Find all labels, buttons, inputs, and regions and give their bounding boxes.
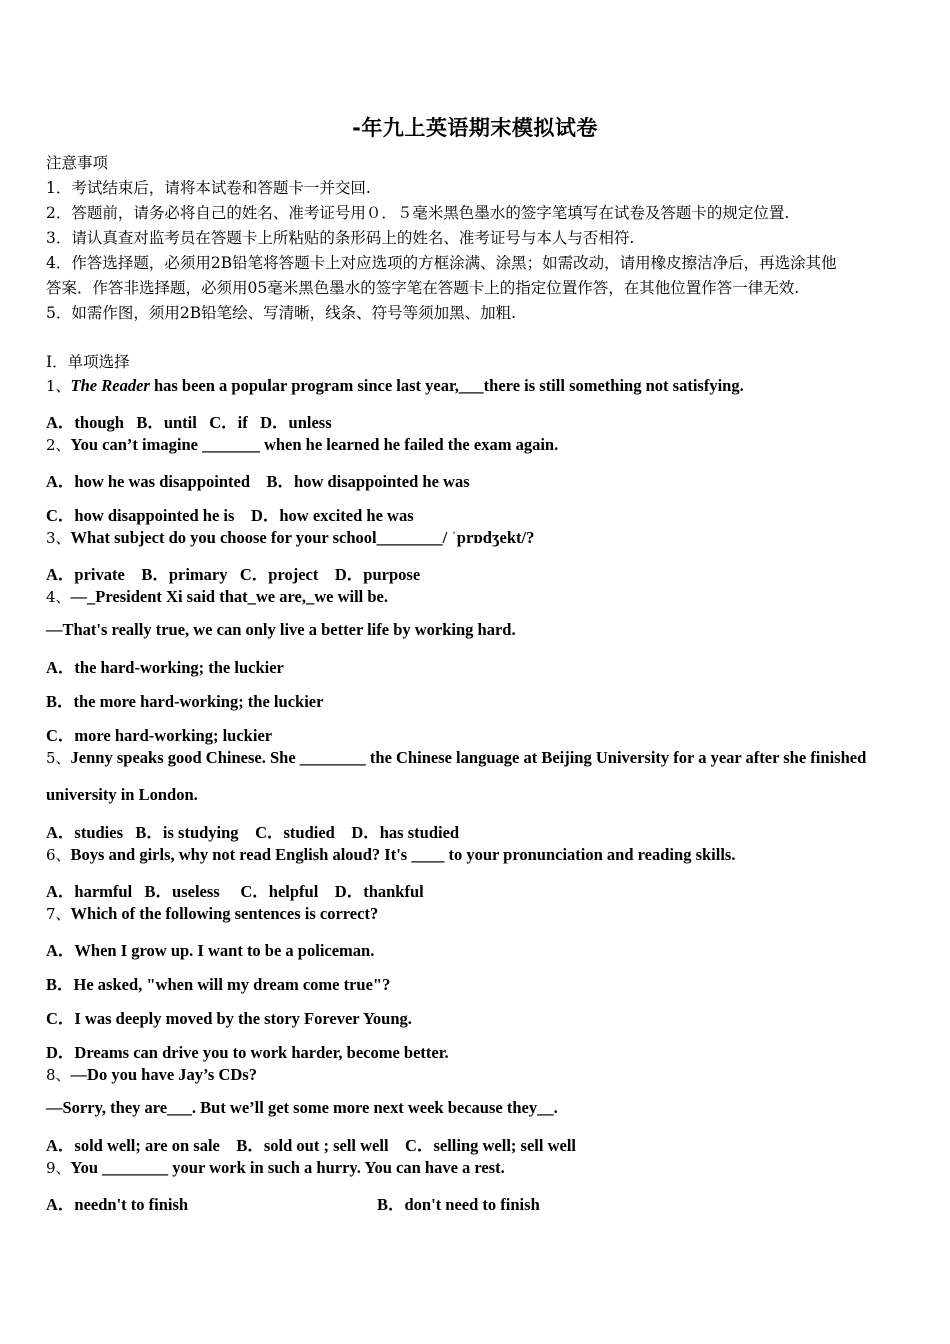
option[interactable]: B．primary <box>141 565 228 584</box>
notice-item: 答案．作答非选择题，必须用05毫米黑色墨水的签字笔在答题卡上的指定位置作答，在其他位置作答一律无效. <box>46 279 800 297</box>
option[interactable]: C．I was deeply moved by the story Forever Young. <box>46 1009 412 1028</box>
option[interactable]: C．helpful <box>240 882 319 901</box>
options-row <box>46 409 332 433</box>
options-row <box>46 1132 576 1156</box>
option[interactable]: A．how he was disappointed <box>46 472 251 491</box>
options-row <box>46 468 470 492</box>
options-row <box>46 561 420 585</box>
options-row <box>46 819 459 843</box>
question-7 <box>46 903 378 924</box>
notice-item: 5．如需作图，须用2B铅笔绘、写清晰，线条、符号等须加黑、加粗. <box>46 304 517 322</box>
notice-item: 1．考试结束后，请将本试卷和答题卡一并交回. <box>46 179 371 197</box>
option[interactable]: D．unless <box>260 413 332 432</box>
question-5-continued: university in London. <box>46 785 198 804</box>
option[interactable]: A．private <box>46 565 125 584</box>
question-1 <box>46 375 744 396</box>
option[interactable]: A．studies <box>46 823 124 842</box>
section-heading: Ⅰ．单项选择 <box>46 353 130 371</box>
question-text: has been a popular program since last year,___there is still something not satisfying. <box>149 376 744 395</box>
option[interactable]: C．project <box>239 565 319 584</box>
question-6 <box>46 844 735 865</box>
option[interactable]: B．how disappointed he was <box>266 472 470 491</box>
option[interactable]: C．selling well; sell well <box>405 1136 576 1155</box>
notice-heading: 注意事项 <box>46 154 109 172</box>
option[interactable]: A．though <box>46 413 124 432</box>
question-8 <box>46 1064 257 1085</box>
question-text: What subject do you choose for your school________/ ˈprɒdʒekt/? <box>70 528 535 547</box>
question-text: Which of the following sentences is correct? <box>70 904 379 923</box>
option[interactable]: B．He asked, "when will my dream come true"? <box>46 975 391 994</box>
question-text: —_President Xi said that_we are,_we will be. <box>70 587 388 606</box>
question-number: 9、 <box>46 1159 71 1177</box>
option[interactable]: B．sold out ; sell well <box>236 1136 389 1155</box>
option[interactable]: A．When I grow up. I want to be a policeman. <box>46 941 375 960</box>
question-5 <box>46 747 866 768</box>
question-number: 8、 <box>46 1066 71 1084</box>
question-number: 6、 <box>46 846 71 864</box>
option[interactable]: C．if <box>209 413 248 432</box>
question-8-reply: —Sorry, they are___. But we’ll get some more next week because they__. <box>46 1098 558 1117</box>
option[interactable]: A．harmful <box>46 882 133 901</box>
question-text: Jenny speaks good Chinese. She ________ the Chinese language at Beijing University for a year after she finished <box>70 748 867 767</box>
question-3 <box>46 527 534 548</box>
notice-item: 2．答题前，请务必将自己的姓名、准考证号用０．５毫米黑色墨水的签字笔填写在试卷及答题卡的规定位置. <box>46 204 790 222</box>
option[interactable]: B．is studying <box>135 823 239 842</box>
question-number: 4、 <box>46 588 71 606</box>
question-number: 2、 <box>46 436 71 454</box>
question-9 <box>46 1157 505 1178</box>
option[interactable]: C．how disappointed he is <box>46 506 235 525</box>
question-4-reply: —That's really true, we can only live a better life by working hard. <box>46 620 516 639</box>
option[interactable]: D．has studied <box>351 823 460 842</box>
options-row <box>46 878 424 902</box>
option[interactable]: B．don't need to finish <box>377 1195 540 1214</box>
question-number: 3、 <box>46 529 71 547</box>
page-title: -年九上英语期末模拟试卷 <box>352 116 598 140</box>
options-row <box>46 502 414 526</box>
option[interactable]: A．needn't to finish <box>46 1195 189 1214</box>
notice-item: 3．请认真查对监考员在答题卡上所粘贴的条形码上的姓名、准考证号与本人与否相符. <box>46 229 635 247</box>
question-number: 7、 <box>46 905 71 923</box>
notice-item: 4．作答选择题，必须用2B铅笔将答题卡上对应选项的方框涂满、涂黑；如需改动，请用橡皮擦洁净后，再选涂其他 <box>46 254 837 272</box>
option[interactable]: D．thankful <box>334 882 424 901</box>
option[interactable]: B．until <box>136 413 197 432</box>
question-text: You can’t imagine _______ when he learned he failed the exam again. <box>70 435 559 454</box>
question-2 <box>46 434 558 455</box>
question-4 <box>46 586 388 607</box>
option[interactable]: B．useless <box>144 882 220 901</box>
option[interactable]: A．the hard-working; the luckier <box>46 658 284 677</box>
question-text: —Do you have Jay’s CDs? <box>70 1065 257 1084</box>
option[interactable]: C．studied <box>255 823 335 842</box>
italic-title: The Reader <box>70 376 150 395</box>
option[interactable]: D．purpose <box>334 565 421 584</box>
option[interactable]: A．sold well; are on sale <box>46 1136 220 1155</box>
question-number: 1、 <box>46 377 71 395</box>
option[interactable]: C．more hard-working; luckier <box>46 726 273 745</box>
option[interactable]: B．the more hard-working; the luckier <box>46 692 324 711</box>
question-text: You ________ your work in such a hurry. You can have a rest. <box>70 1158 505 1177</box>
option[interactable]: D．Dreams can drive you to work harder, become better. <box>46 1043 449 1062</box>
option[interactable]: D．how excited he was <box>250 506 414 525</box>
question-number: 5、 <box>46 749 71 767</box>
question-text: Boys and girls, why not read English aloud? It's ____ to your pronunciation and reading skills. <box>70 845 736 864</box>
